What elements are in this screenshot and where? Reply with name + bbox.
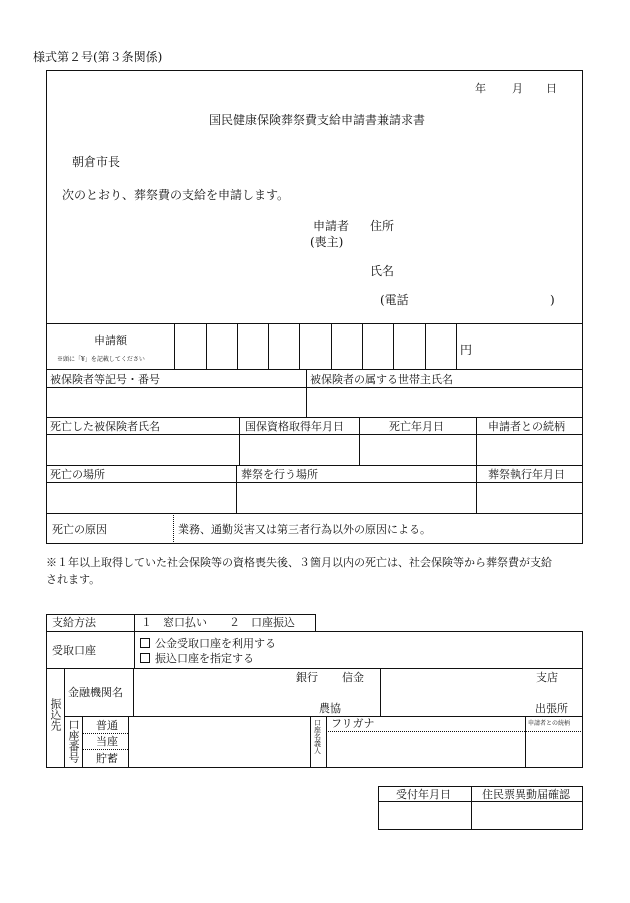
phone-label: (電話 <box>380 293 409 307</box>
shinkin-label: 信金 <box>342 671 364 684</box>
divider <box>46 434 583 435</box>
transfer-destination-label: 振込先 <box>49 698 62 731</box>
form-title: 国民健康保険葬祭費支給申請書兼請求書 <box>209 113 426 127</box>
divider <box>46 387 583 388</box>
footnote-line-1: ※１年以上取得していた社会保険等の資格喪失後、３箇月以内の死亡は、社会保険等から葬祭費が支給 <box>46 556 552 569</box>
option-specify-account[interactable] <box>140 652 254 665</box>
type-savings-label: 貯蓄 <box>96 752 118 765</box>
column-divider <box>239 417 240 465</box>
digit-cell-divider <box>362 323 363 369</box>
column-divider <box>64 668 65 768</box>
relationship-label: 申請者との続柄 <box>488 420 565 433</box>
column-divider <box>476 417 477 465</box>
column-divider <box>471 786 472 830</box>
column-divider <box>380 668 381 716</box>
amount-divider <box>174 323 175 369</box>
form-number: 様式第２号(第３条関係) <box>33 50 163 64</box>
specify-account-checkbox[interactable] <box>140 653 150 663</box>
receiving-account-label: 受取口座 <box>52 644 96 657</box>
deceased-name-label: 死亡した被保険者氏名 <box>50 420 160 433</box>
digit-cell-divider <box>299 323 300 369</box>
column-divider <box>476 465 477 513</box>
column-divider <box>134 614 135 632</box>
option-specify-label: 振込口座を指定する <box>155 652 254 665</box>
divider <box>64 716 583 717</box>
divider <box>326 731 583 732</box>
digit-cell-divider <box>237 323 238 369</box>
residence-check-label: 住民票異動届確認 <box>482 788 570 801</box>
death-date-label: 死亡年月日 <box>389 420 444 433</box>
cause-label: 死亡の原因 <box>52 523 107 536</box>
household-head-label: 被保険者の属する世帯主氏名 <box>310 373 453 386</box>
divider <box>46 465 583 466</box>
funeral-date-label: 葬祭執行年月日 <box>488 468 565 481</box>
date-year-label: 年 <box>475 82 486 95</box>
column-divider <box>525 716 526 768</box>
phone-close: ) <box>550 293 555 307</box>
funeral-place-label: 葬祭を行う場所 <box>241 468 318 481</box>
account-number-label: 口座番号 <box>67 719 80 763</box>
death-place-label: 死亡の場所 <box>50 468 105 481</box>
chief-mourner-label: (喪主) <box>310 235 344 249</box>
divider <box>46 369 583 370</box>
digit-cell-divider <box>456 323 457 369</box>
bank-label: 銀行 <box>296 671 318 684</box>
footnote-line-2: されます。 <box>46 573 101 586</box>
option-public-account[interactable] <box>140 637 276 650</box>
column-divider <box>326 716 327 768</box>
nokyo-label: 農協 <box>319 702 341 715</box>
bank-name-label: 金融機関名 <box>68 686 123 699</box>
digit-cell-divider <box>206 323 207 369</box>
amount-note: ※頭に「¥」を記載してください <box>57 356 145 363</box>
acquisition-date-label: 国保資格取得年月日 <box>245 420 344 433</box>
column-divider <box>128 716 129 768</box>
divider <box>378 801 583 802</box>
public-account-checkbox[interactable] <box>140 638 150 648</box>
amount-label: 申請額 <box>94 334 127 347</box>
digit-cell-divider <box>393 323 394 369</box>
payment-method-options: １ 窓口払い ２ 口座振込 <box>141 616 295 629</box>
address-label: 住所 <box>370 219 395 233</box>
column-divider <box>133 668 134 716</box>
column-divider <box>236 465 237 513</box>
column-divider <box>306 369 307 417</box>
column-divider <box>310 716 311 768</box>
column-divider <box>82 716 83 768</box>
digit-cell-divider <box>331 323 332 369</box>
received-date-label: 受付年月日 <box>396 788 451 801</box>
divider <box>46 513 583 514</box>
column-divider <box>359 417 360 465</box>
branch-label: 支店 <box>536 671 558 684</box>
name-label: 氏名 <box>370 264 395 278</box>
type-ordinary-label: 普通 <box>96 719 118 732</box>
payment-method-label: 支給方法 <box>52 616 96 629</box>
type-current-label: 当座 <box>96 735 118 748</box>
divider <box>46 668 583 669</box>
addressee: 朝倉市長 <box>72 155 121 169</box>
yen-label: 円 <box>460 343 473 357</box>
column-divider <box>134 631 135 668</box>
intro-text: 次のとおり、葬祭費の支給を申請します。 <box>62 188 290 202</box>
insured-number-label: 被保険者等記号・番号 <box>50 373 160 386</box>
divider <box>82 749 128 750</box>
holder-relationship-label: 申請者との続柄 <box>528 720 571 727</box>
account-holder-label: 口座名義人 <box>313 719 322 754</box>
furigana-label: フリガナ <box>331 717 375 730</box>
divider <box>46 417 583 418</box>
date-month-label: 月 <box>512 82 523 95</box>
option-public-label: 公金受取口座を利用する <box>155 637 276 650</box>
sub-branch-label: 出張所 <box>535 702 568 715</box>
digit-cell-divider <box>268 323 269 369</box>
divider <box>46 482 583 483</box>
digit-cell-divider <box>425 323 426 369</box>
date-day-label: 日 <box>546 82 557 95</box>
divider <box>82 733 128 734</box>
divider <box>46 323 583 324</box>
column-divider <box>173 513 174 544</box>
cause-value: 業務、通勤災害又は第三者行為以外の原因による。 <box>178 523 431 536</box>
applicant-label: 申請者 <box>313 219 350 233</box>
